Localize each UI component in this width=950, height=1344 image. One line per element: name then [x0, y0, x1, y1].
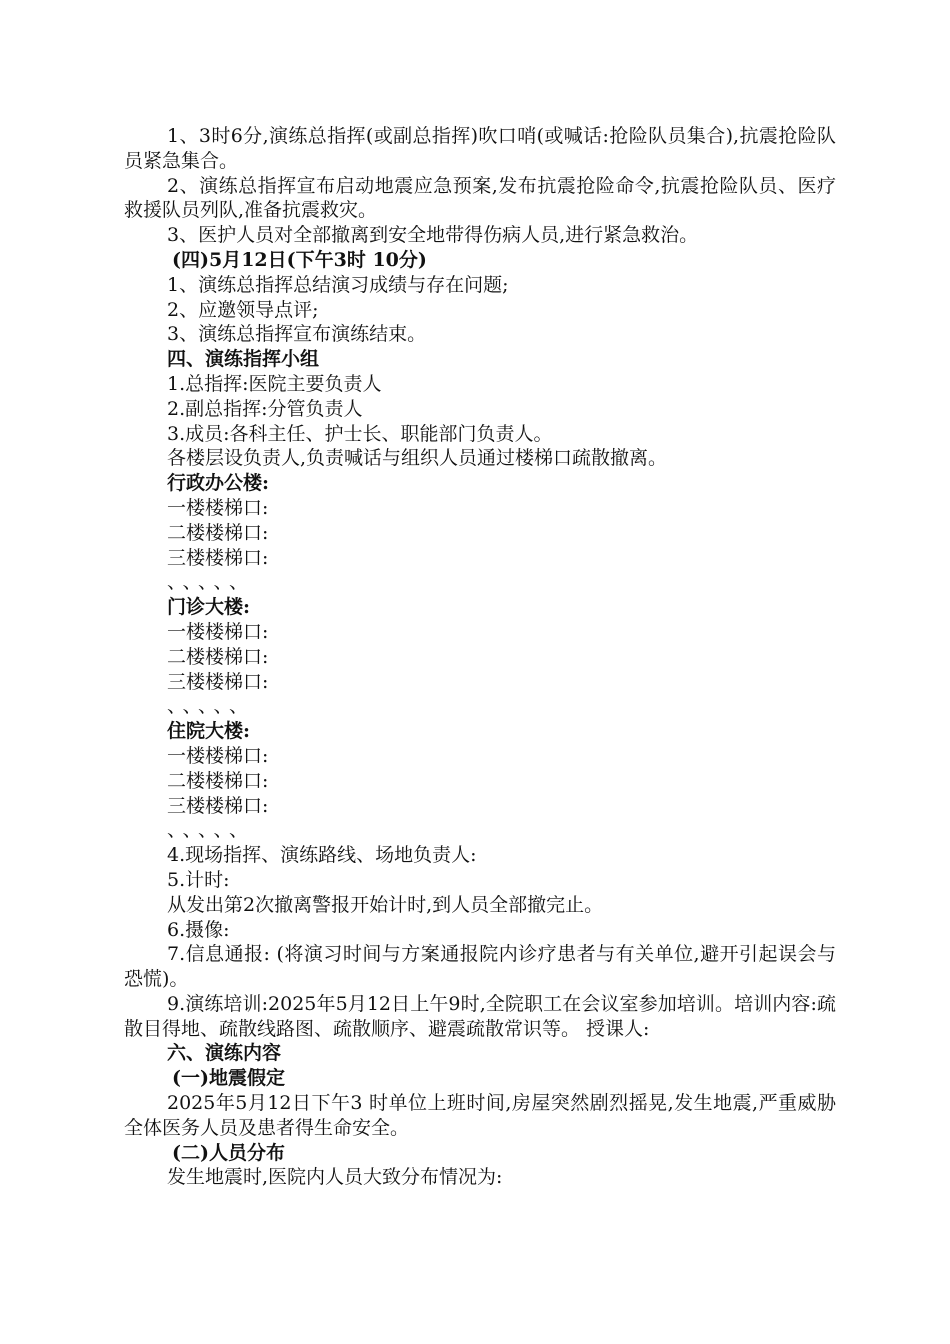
- list-item: 三楼楼梯口:: [167, 546, 269, 569]
- sub-heading-earthquake-assumption: (一)地震假定: [172, 1067, 285, 1090]
- list-item: 二楼楼梯口:: [167, 521, 269, 544]
- paragraph-staff-distribution: 发生地震时,医院内人员大致分布情况为:: [167, 1166, 503, 1189]
- list-item: 1.总指挥:医院主要负责人: [167, 372, 382, 395]
- building-heading-outpatient: 门诊大楼:: [167, 596, 251, 619]
- list-item: 一楼楼梯口:: [167, 496, 269, 519]
- document-body: [124, 124, 836, 1190]
- list-item: 3.成员:各科主任、护士长、职能部门负责人。: [167, 422, 553, 445]
- ellipsis-marks: 、、、、、: [167, 571, 255, 594]
- paragraph-floor-leads: 各楼层设负责人,负责喊话与组织人员通过楼梯口疏散撤离。: [167, 447, 668, 470]
- ellipsis-marks: 、、、、、: [167, 695, 255, 718]
- list-item: 5.计时:: [167, 868, 230, 891]
- section-heading-drill-content: 六、演练内容: [167, 1042, 282, 1065]
- list-item: 一楼楼梯口:: [167, 744, 269, 767]
- paragraph-step-2: 2、演练总指挥宣布启动地震应急预案,发布抗震抢险命令,抗震抢险队员、医疗救援队员列队,准备抗震救灾。: [124, 174, 836, 222]
- list-item: 1、演练总指挥总结演习成绩与存在问题;: [167, 273, 509, 296]
- list-item: 2、应邀领导点评;: [167, 298, 319, 321]
- paragraph-step-3: 3、医护人员对全部撤离到安全地带得伤病人员,进行紧急救治。: [167, 224, 699, 247]
- paragraph-timing: 从发出第2次撤离警报开始计时,到人员全部撤完止。: [167, 893, 604, 916]
- ellipsis-marks: 、、、、、: [167, 819, 255, 842]
- list-item: 2.副总指挥:分管负责人: [167, 397, 363, 420]
- building-heading-admin: 行政办公楼:: [167, 472, 270, 495]
- paragraph-earthquake-assumption: 2025年5月12日下午3 时单位上班时间,房屋突然剧烈摇晃,发生地震,严重威胁全体医务人员及患者得生命安全。: [124, 1092, 836, 1139]
- list-item: 6.摄像:: [167, 918, 230, 941]
- list-item: 3、演练总指挥宣布演练结束。: [167, 323, 427, 346]
- list-item: 4.现场指挥、演练路线、场地负责人:: [167, 844, 477, 867]
- list-item: 一楼楼梯口:: [167, 620, 269, 643]
- paragraph-training: 9.演练培训:2025年5月12日上午9时,全院职工在会议室参加培训。培训内容:疏散目得地、疏散线路图、疏散顺序、避震疏散常识等。 授课人:: [124, 992, 836, 1040]
- paragraph-step-1: 1、3时6分,演练总指挥(或副总指挥)吹口哨(或喊话:抢险队员集合),抗震抢险队员紧急集合。: [124, 125, 836, 172]
- section-heading-4: (四)5月12日(下午3时 10分): [172, 248, 427, 271]
- building-heading-inpatient: 住院大楼:: [167, 720, 251, 743]
- list-item: 二楼楼梯口:: [167, 645, 269, 668]
- list-item: 二楼楼梯口:: [167, 769, 269, 792]
- list-item: 三楼楼梯口:: [167, 794, 269, 817]
- paragraph-info-notice: 7.信息通报: (将演习时间与方案通报院内诊疗患者与有关单位,避开引起误会与恐慌)。: [124, 943, 836, 991]
- sub-heading-staff-distribution: (二)人员分布: [172, 1141, 285, 1164]
- section-heading-command-group: 四、演练指挥小组: [167, 348, 320, 371]
- list-item: 三楼楼梯口:: [167, 670, 269, 693]
